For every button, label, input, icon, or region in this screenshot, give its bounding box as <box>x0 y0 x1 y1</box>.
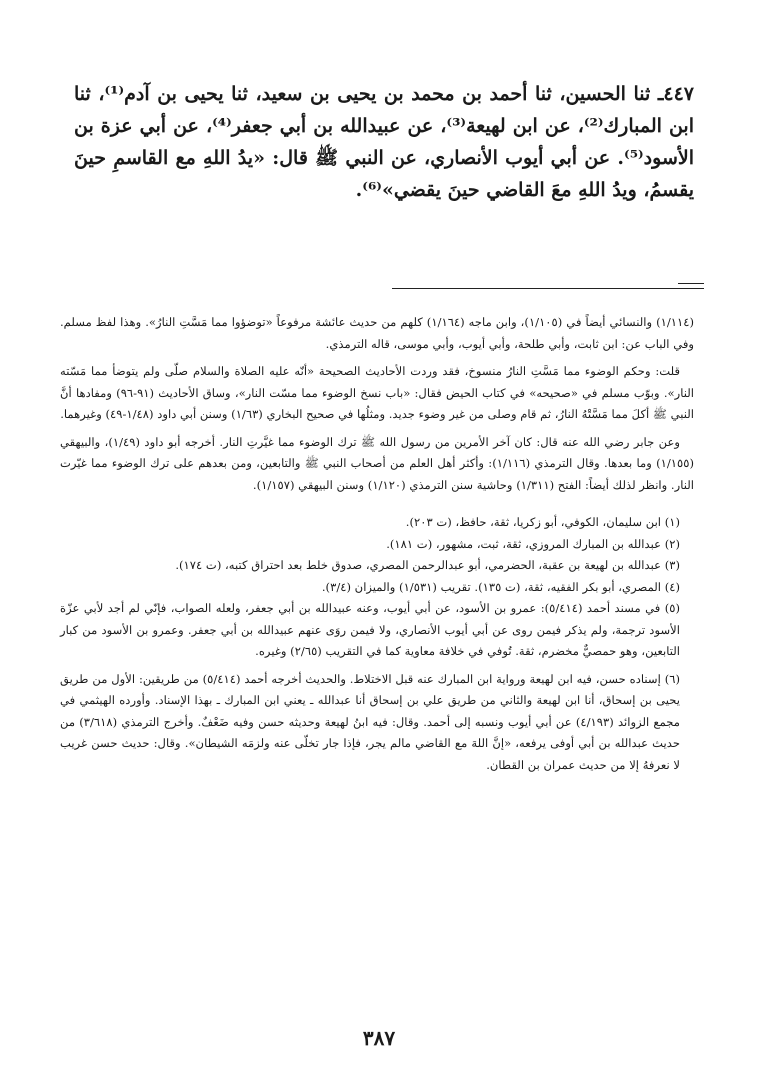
takhrij-note-6: (٦) إسناده حسن، فيه ابن لهيعة ورواية ابن المبارك عنه قبل الاختلاط. والحديث أخرجه أحمد (٥/٤١٤) من طريقين: الأول من طريق يحيى بن إسحاق، أنا ابن لهيعة والثاني من طريق علي بن إسحاق أنا عبدالله ـ يعني ابن المبارك ـ بهذا الإسناد. وأورده الهيثمي في مجمع الزوائد (٤/١٩٣) عن أبي أيوب ونسبه إلى أحمد. وقال: فيه ابنُ لهيعة وحديثه حسن وفيه ضَعْفٌ. وأخرج الترمذي (٣/٦١٨) من حديث عبدالله بن أبي أوفى يرفعه، «إنَّ اللهَ مع القاضي مالم يجر، فإذا جار تخلّى عنه ولزمَه الشيطان». وقال: حديث حسن غريب لا نعرفهُ إلا من حديث عمران بن القطان. <box>60 671 681 772</box>
footnote-commentary: وعن جابر رضي الله عنه قال: كان آخر الأمرين من رسول الله ﷺ ترك الوضوء مما غيَّرتِ النار. أخرجه أبو داود (١/٤٩)، والبيهقي (١/١٥٥) وما بعدها. وقال الترمذي (١/١١٦): وأكثر أهل العلم من أصحاب النبي ﷺ والتابعين، ومن بعدهم على ترك الوضوء مما غيّرت النار. وانظر لذلك أيضاً: الفتح (١/٣١١) وحاشية سنن الترمذي (١/١٢٠) وسنن البيهقي (١/١٥٧). <box>60 434 694 492</box>
narrator-note-4: (٤) المصري، أبو بكر الفقيه، ثقة، (ت ١٣٥). تقريب (١/٥٣١) والميزان (٣/٤). <box>321 579 680 594</box>
narrator-note-1: (١) ابن سليمان، الكوفي، أبو زكريا، ثقة، حافظ، (ت ٢٠٣). <box>405 515 680 529</box>
narrator-note-5: (٥) في مسند أحمد (٥/٤١٤): عمرو بن الأسود، عن أبي أيوب، وعنه عبيدالله بن أبي جعفر، ولعله الصواب، فإنّي لم أجد لأبي عزّة الأسود ترجمة، ولم يذكر فيمن روى عن أبي أيوب الأنصاري، ولا فيمن روَى عنهم عبيدالله بن أبي جعفر. وعمرو بن الأسود من كبار التابعين، وهو حمصيٌّ مخضرم، ثقة. تُوفي في خلافة معاوية كما في التقريب (٢/٦٥) وغيره. <box>60 601 680 658</box>
footnote-separator-short <box>678 283 704 284</box>
narrator-note-2: (٢) عبدالله بن المبارك المروزي، ثقة، ثبت، مشهور، (ت ١٨١). <box>386 536 680 551</box>
hadith-main-text <box>74 78 694 206</box>
narrator-notes <box>60 512 694 776</box>
hadith-paragraph: ٤٤٧ـ ثنا الحسين، ثنا أحمد بن محمد بن يحيى بن سعيد، ثنا يحيى بن آدم⁽¹⁾، ثنا ابن المبارك⁽²⁾، عن ابن لهيعة⁽³⁾، عن عبيدالله بن أبي جعفر⁽⁴⁾، عن أبي عزة بن الأسود⁽⁵⁾. عن أبي أيوب الأنصاري، عن النبي ﷺ قال: «يدُ اللهِ مع القاسمِ حينَ يقسمُ، ويدُ اللهِ معَ القاضي حينَ يقضي»⁽⁶⁾. <box>74 83 695 201</box>
narrator-note-3: (٣) عبدالله بن لهيعة بن عقبة، الحضرمي، أبو عبدالرحمن المصري، صدوق خلط بعد احتراق كتبه، (ت ١٧٤). <box>175 558 680 572</box>
footnote-separator <box>392 288 704 289</box>
footnote-continuation: (١/١١٤) والنسائي أيضاً في (١/١٠٥)، وابن ماجه (١/١٦٤) كلهم من حديث عائشة مرفوعاً «توضؤوا مما مَسَّتِ النارُ». وهذا لفظ مسلم. وفي الباب عن: ابن ثابت، وأبي طلحة، وأبي أيوب، وأبي موسى، قاله الترمذي. <box>60 315 695 351</box>
page-number: ٣٨٧ <box>362 1026 396 1050</box>
footnotes <box>60 312 694 776</box>
footnote-commentary: قلت: وحكم الوضوء مما مَسَّتِ النارُ منسوخ، فقد وردت الأحاديث الصحيحة «أنّه عليه الصلاة والسلام صلّى ولم يتوضأ مما مَسّته النار». وبوّب مسلم في «صحيحه» في كتاب الحيض فقال: «باب نسخ الوضوء مما مسّت النار»، وساق الأحاديث (٩١-٩٦) ومفادها أنَّ النبي ﷺ أكلَ مما مَسَّتْهُ النارُ، ثم قام وصلى من غير وضوء جديد. ومثلُها في صحيح البخاري (١/٦٣) وسنن أبي داود (١/٤٨-٤٩) وغيرهما. <box>60 364 694 421</box>
